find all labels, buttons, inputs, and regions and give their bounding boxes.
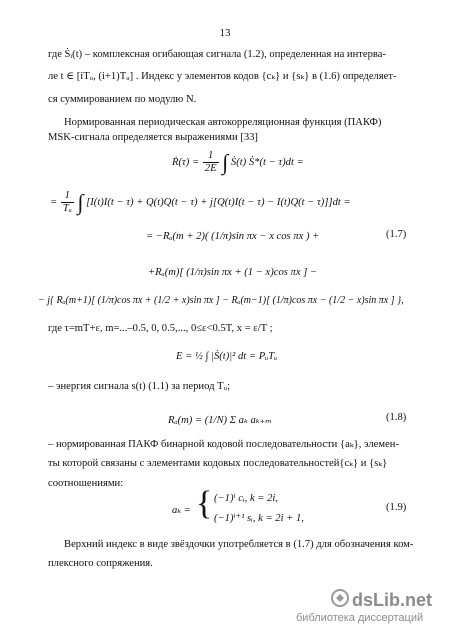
equation-1-9-lhs: aₖ = xyxy=(172,505,191,516)
text-line: – нормированная ПАКФ бинарной кодовой последовательности {aₖ}, элемен- xyxy=(48,439,399,450)
equation-1-7-row-2: = $\frac{1}{\text{Tᵤ}}$ ∫ [I(t)I(t − τ) + Q(t)Q(t − τ) + j[Q(t)I(t − τ) − I(t)Q(t − τ)]]dt = xyxy=(50,189,351,215)
equation-1-9-case-2: (−1)ⁱ⁺¹ sᵢ, k = 2i + 1, xyxy=(214,513,304,524)
equation-1-9-case-1: (−1)ⁱ cᵢ, k = 2i, xyxy=(214,493,278,504)
equation-number-1-7: (1.7) xyxy=(386,229,407,240)
text-line: где Ṡᵢ(t) – комплексная огибающая сигнала (1.2), определенная на интерва- xyxy=(48,49,386,60)
equation-1-7-row-3: = −Rₐ(m + 2)( (1/π)sin πx − x cos πx ) + xyxy=(146,231,320,242)
page-number: 13 xyxy=(219,27,231,39)
text-line: ся суммированием по модулю N. xyxy=(48,94,197,105)
equation-number-1-8: (1.8) xyxy=(386,412,407,423)
equation-1-7-row-1: Ṙ(τ) = $\frac{1}{2E}$ ∫ Ṡ(t) Ṡ*(t − τ)dt = xyxy=(172,149,304,175)
brace-glyph: { xyxy=(196,485,213,522)
equation-1-7-row-4: +Rₐ(m)[ (1/π)sin πx + (1 − x)cos πx ] − xyxy=(148,267,318,278)
watermark-site: dsLib.net xyxy=(352,590,432,610)
equation-1-7-row-5: − j{ Rₐ(m+1)[ (1/π)cos πx + (1/2 + x)sin πx ] − Rₐ(m−1)[ (1/π)cos πx − (1/2 − x)sin πx ] }, xyxy=(38,295,404,306)
equation-1-8: Rₐ(m) = (1/N) Σ aₖ aₖ₊ₘ xyxy=(168,415,272,426)
text-line: ле t ∈ [iTᵤ, (i+1)Tᵤ] . Индекс у элементов кодов {cₖ} и {sₖ} в (1.6) определяет- xyxy=(48,71,397,82)
text-line: Нормированная периодическая автокорреляционная функция (ПАКФ) xyxy=(64,117,382,128)
energy-equation: E = ½ ∫ |Ṡ(t)|² dt = PᵤTᵤ xyxy=(176,351,278,362)
equation-number-1-9: (1.9) xyxy=(386,502,407,513)
text-line: соотношениями: xyxy=(48,478,124,489)
text-line: где τ=mT+ε, m=...–0.5, 0, 0.5,..., 0≤ε<0.5T, x = ε/T ; xyxy=(48,323,273,334)
text-line: MSK-сигнала определяется выражениями [33] xyxy=(48,132,258,143)
watermark-subtitle: библиотека диссертаций xyxy=(296,612,424,624)
text-line: Верхний индекс в виде звёздочки употребляется в (1.7) для обозначения ком- xyxy=(64,539,414,550)
dslib-logo-icon xyxy=(330,588,350,608)
text-line: плексного сопряжения. xyxy=(48,558,153,569)
text-line: ты которой связаны с элементами кодовых последовательностей{cₖ} и {sₖ} xyxy=(48,458,388,469)
text-line: – энергия сигнала s(t) (1.1) за период Tᵤ; xyxy=(48,381,231,392)
